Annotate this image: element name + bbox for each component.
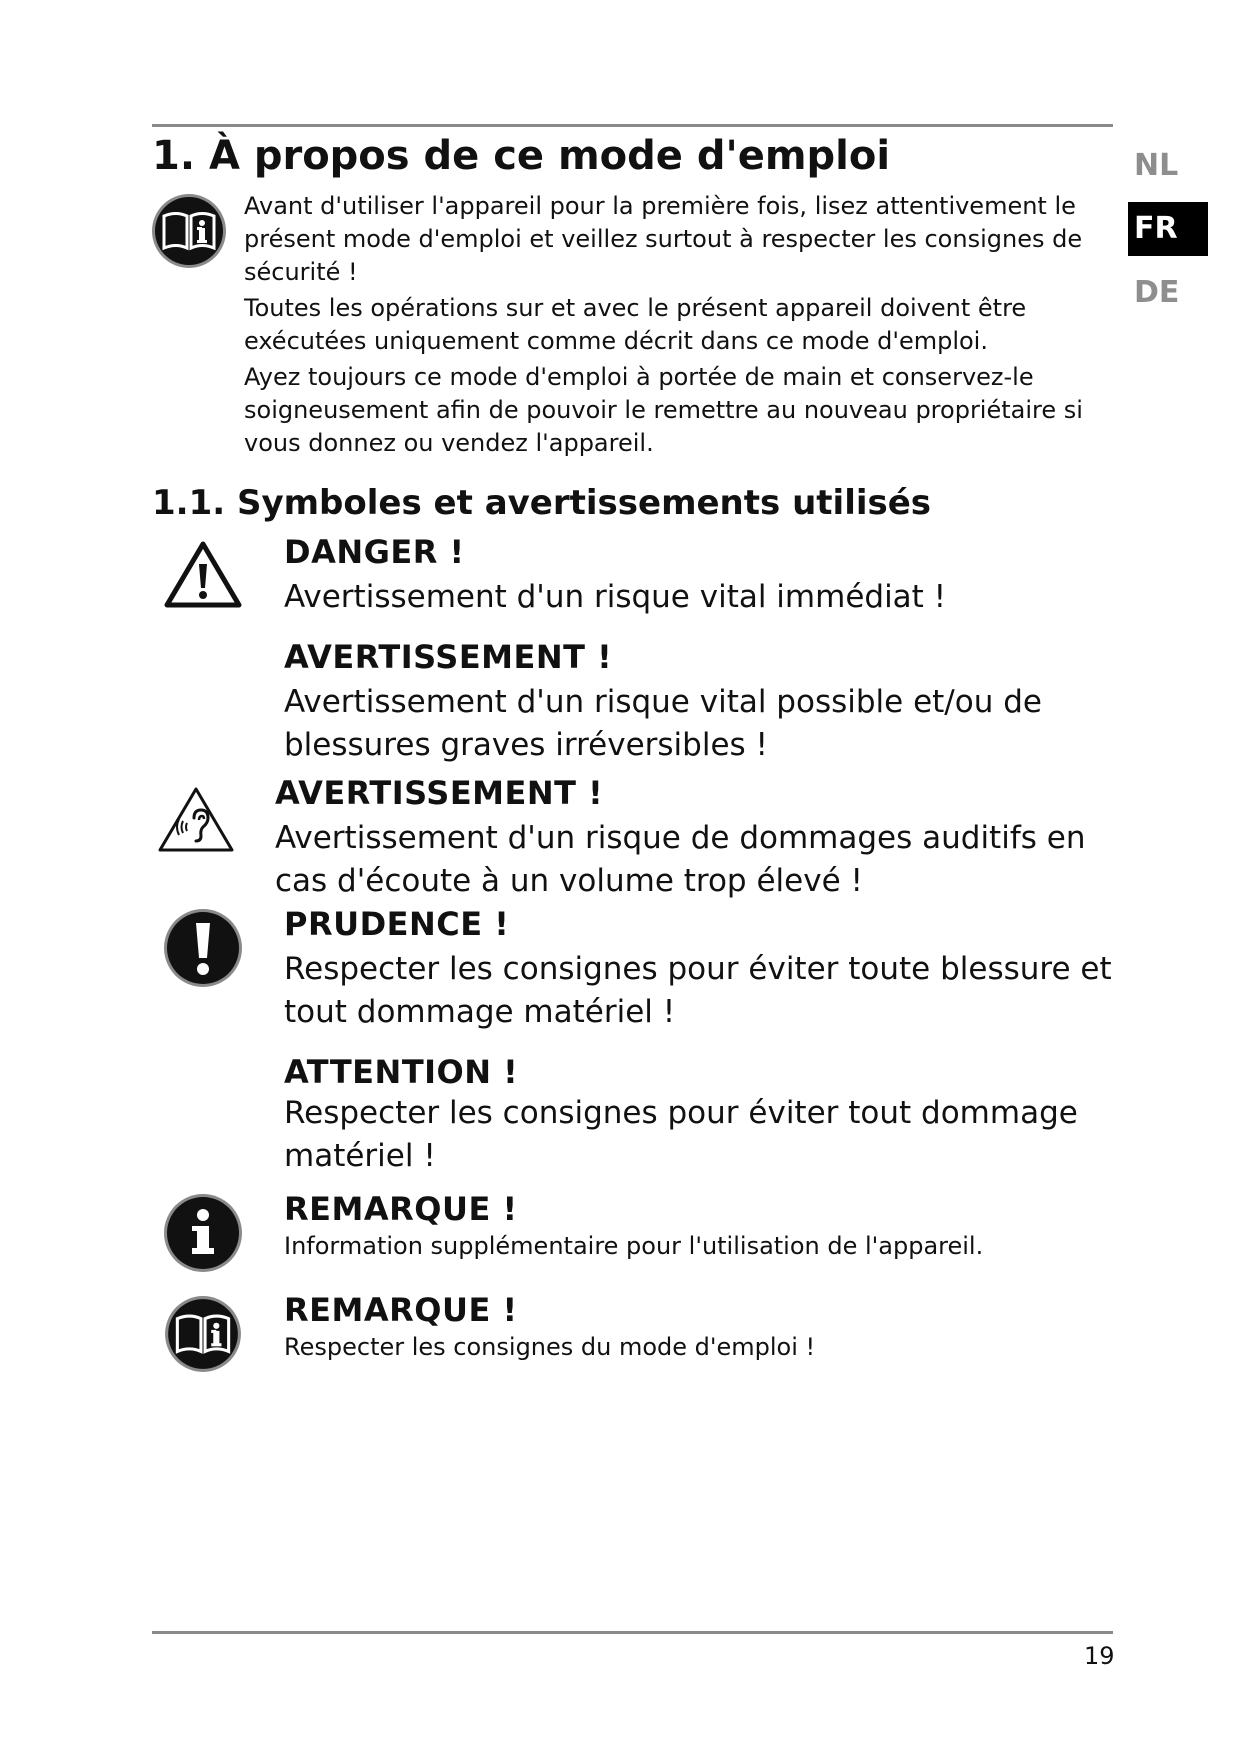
notice-text: Respecter les consignes pour éviter tout dommage matériel !: [284, 1095, 1078, 1174]
notice-text: Information supplémentaire pour l'utilisation de l'appareil.: [284, 1232, 984, 1260]
hearing-warning-icon: [156, 785, 236, 855]
page-number: 19: [1084, 1642, 1115, 1670]
notice-text: Respecter les consignes du mode d'emploi !: [284, 1333, 816, 1361]
notice-attention: [284, 1052, 1124, 1178]
footer-rule: [152, 1631, 1113, 1634]
language-tab-fr[interactable]: FR: [1128, 202, 1208, 256]
notice-text: Avertissement d'un risque vital possible et/ou de blessures graves irréversibles !: [284, 684, 1042, 763]
notice-remark-manual: [284, 1290, 1124, 1364]
intro-paragraph: Toutes les opérations sur et avec le présent appareil doivent être exécutées uniquement comme décrit dans ce mode d'emploi.: [244, 294, 1027, 355]
notice-title: REMARQUE !: [284, 1291, 518, 1329]
language-tab-de[interactable]: DE: [1134, 275, 1180, 310]
header-rule: [152, 124, 1113, 127]
notice-danger: [284, 532, 1124, 619]
notice-caution: [284, 904, 1124, 1034]
notice-remark-info: [284, 1189, 1124, 1263]
info-circle-icon: [163, 1193, 243, 1273]
manual-book-icon: [150, 192, 228, 270]
intro-paragraph: Avant d'utiliser l'appareil pour la première fois, lisez attentivement le présent mode d'emploi et veillez surtout à respecter les consignes de sécurité !: [244, 192, 1083, 286]
notice-hearing-warning: [275, 773, 1125, 903]
exclamation-circle-icon: [163, 908, 243, 988]
intro-text: [244, 190, 1124, 463]
notice-title: REMARQUE !: [284, 1190, 518, 1228]
notice-title: AVERTISSEMENT !: [275, 774, 604, 812]
notice-warning: [284, 637, 1124, 767]
intro-paragraph: Ayez toujours ce mode d'emploi à portée de main et conservez-le soigneusement afin de pouvoir le remettre au nouveau propriétaire si vous donnez ou vendez l'appareil.: [244, 363, 1083, 457]
notice-text: Avertissement d'un risque de dommages auditifs en cas d'écoute à un volume trop élevé !: [275, 820, 1086, 899]
notice-text: Avertissement d'un risque vital immédiat !: [284, 579, 947, 615]
section-title: 1. À propos de ce mode d'emploi: [152, 133, 891, 179]
notice-title: ATTENTION !: [284, 1053, 519, 1091]
language-tab-nl[interactable]: NL: [1134, 148, 1179, 183]
notice-text: Respecter les consignes pour éviter toute blessure et tout dommage matériel !: [284, 951, 1112, 1030]
notice-title: PRUDENCE !: [284, 905, 510, 943]
subsection-title: 1.1. Symboles et avertissements utilisés: [152, 483, 932, 523]
notice-title: DANGER !: [284, 533, 465, 571]
notice-title: AVERTISSEMENT !: [284, 638, 613, 676]
manual-book-icon: [163, 1294, 243, 1374]
warning-triangle-icon: [163, 540, 243, 610]
